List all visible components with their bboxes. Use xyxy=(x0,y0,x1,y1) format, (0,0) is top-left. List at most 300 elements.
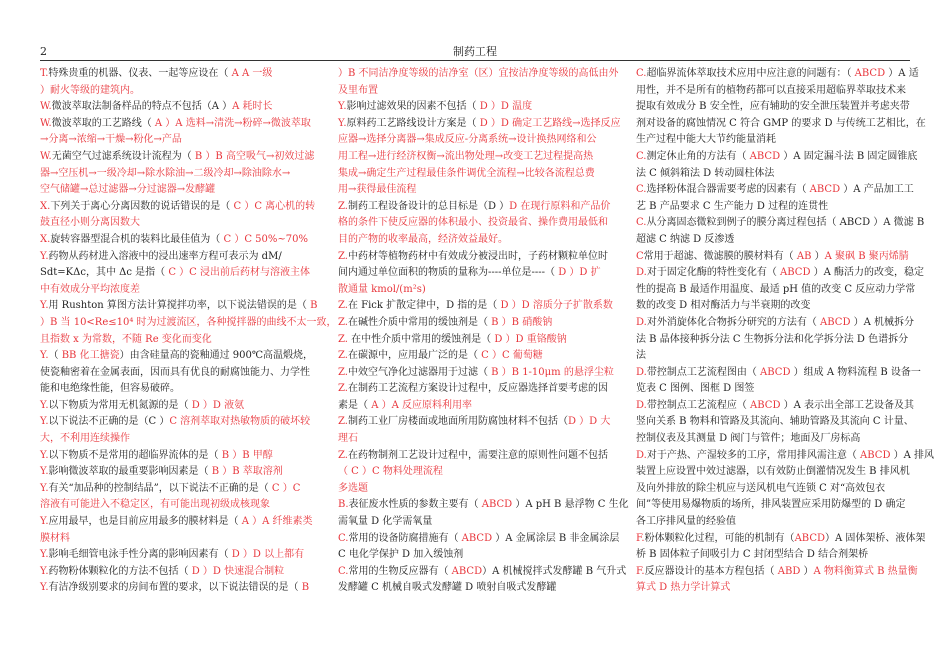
answer-text: Z. xyxy=(338,416,348,428)
question-text: 桥 B 固体粒子间吸引力 C 封闭型结合 D 结合剂架桥 xyxy=(636,549,869,561)
question-text: 以下说法不正确的是（C ） xyxy=(48,416,170,428)
answer-text: B ）B 高空吸气→初效过滤 xyxy=(194,150,315,162)
question-text: 表征废水性质的参数主要有（ xyxy=(348,499,482,511)
text-line xyxy=(40,215,320,232)
text-line xyxy=(338,265,618,282)
question-text: 生产过程中能大大节约能量消耗 xyxy=(636,134,776,146)
question-text: ）A 固体架桥、液体架 xyxy=(825,532,926,544)
page-number: 2 xyxy=(40,45,47,58)
text-line xyxy=(636,564,916,581)
answer-text: T. xyxy=(40,68,49,79)
answer-text: 空气储罐→总过滤器→分过滤器→发酵罐 xyxy=(40,184,216,196)
text-line xyxy=(636,99,916,116)
question-text: 性的提高 B 最适作用温度、最适 pH 值的改变 C 反应动力学常 xyxy=(636,283,916,295)
text-line xyxy=(40,365,320,382)
question-text: 选择粉体混合器需要考虑的因素有（ xyxy=(646,184,810,196)
answer-text: D ）D 快速混合制粒 xyxy=(191,565,285,577)
text-line xyxy=(636,315,916,332)
text-line xyxy=(40,66,320,83)
answer-text: Y. xyxy=(40,549,49,561)
question-text: 测定休止角的方法有（ xyxy=(646,150,750,162)
answer-text: Y. xyxy=(40,399,49,411)
answer-text: Z. xyxy=(338,449,348,461)
question-text: 在碳源中，应用最广泛的是（ xyxy=(347,350,482,362)
text-line xyxy=(338,199,618,216)
text-line xyxy=(40,464,320,481)
text-line xyxy=(338,431,618,448)
question-text: 有关“加品种的控制结晶”，以下说法不正确的是（ xyxy=(48,482,272,494)
answer-text: D. xyxy=(636,449,647,461)
answer-text: Y. xyxy=(338,117,347,129)
question-text: Sdt=KΔc，其中 Δc 是指（ xyxy=(40,267,169,279)
question-text: 剂对设备的腐蚀情况 C 符合 GMP 的要求 D 与传统工艺相比，在 xyxy=(636,117,926,129)
text-line xyxy=(338,99,618,116)
answer-text: A 物料衡算式 B 热量衡 xyxy=(813,565,918,577)
answer-text: Y. xyxy=(40,300,49,312)
answer-text: 用工程→进行经济权衡→流出物处理→改变工艺过程提高热 xyxy=(338,150,594,162)
answer-text: B xyxy=(301,582,310,594)
question-text: 带控制点工艺流程图由（ xyxy=(646,366,761,378)
answer-text: X. xyxy=(40,233,51,245)
question-text: 艺 B 产品要求 C 生产能力 D 过程的连贯性 xyxy=(636,200,829,212)
question-text: 制药工业厂房楼面或地面所用防腐蚀材料不包括（ xyxy=(347,416,568,428)
question-text: 控制仪表及其测量 D 阀门与管件；地面及厂房标高 xyxy=(636,433,861,445)
answer-text: C. xyxy=(636,150,647,162)
text-line xyxy=(636,215,925,232)
answer-text: D ）D 大 xyxy=(567,416,611,428)
text-line xyxy=(338,282,618,299)
text-line xyxy=(338,166,618,183)
text-line xyxy=(338,481,618,498)
answer-text: 鼓直径小则分离因数大 xyxy=(40,217,140,229)
text-line xyxy=(40,298,320,315)
text-line xyxy=(636,448,935,465)
text-line xyxy=(636,531,926,548)
answer-text: ABCD xyxy=(854,68,886,79)
text-line xyxy=(636,166,916,183)
question-text: 应用最早，也是目前应用最多的膜材料是（ xyxy=(48,516,242,528)
text-line xyxy=(40,116,320,133)
answer-text: ABCD xyxy=(481,499,513,511)
question-text: ）A pH B 悬浮物 C 生化 xyxy=(512,499,629,511)
question-text: 各工序排风量的经验值 xyxy=(636,516,736,528)
answer-text: ABCD xyxy=(860,449,891,461)
question-text: 以下物质不是常用的超临界流体的是（ xyxy=(48,449,222,461)
text-line xyxy=(636,580,916,597)
question-text: ）组成 A 物料流程 B 设备一 xyxy=(790,366,921,378)
text-line xyxy=(338,315,618,332)
answer-text: 散通量 kmol/(m²s) xyxy=(338,283,426,295)
question-text: 在中性介质中常用的缓蚀剂是（ xyxy=(347,333,495,345)
text-line xyxy=(636,265,925,282)
question-text: ）A 机械搅拌式发酵罐 B 气升式 xyxy=(482,565,627,577)
answer-text: ABCD xyxy=(820,316,851,328)
answer-text: W. xyxy=(40,117,52,129)
answer-text: C. xyxy=(338,565,349,577)
answer-text: Z. xyxy=(338,366,348,378)
answer-text: B ）B 1-10μm 的悬浮尘粒 xyxy=(491,366,614,378)
text-line xyxy=(636,116,926,133)
text-line xyxy=(338,232,618,249)
text-line xyxy=(636,282,916,299)
answer-text: D. xyxy=(636,399,647,411)
answer-text: 应器→选择分离器→集成反应-分离系统→设计换热网络和公 xyxy=(338,134,597,146)
text-line xyxy=(40,398,320,415)
question-text: 间”等使用易爆物质的场所，排风装置应采用防爆型的 D 确定 xyxy=(636,499,906,511)
answer-text: Y. xyxy=(338,101,347,113)
question-text: ）A 固定漏斗法 B 固定圆锥底 xyxy=(780,150,918,162)
answer-text: ）B 不同洁净度等级的洁净室（区）宜按洁净度等级的高低由外 xyxy=(338,68,619,79)
question-text: ） xyxy=(800,565,814,577)
answer-text: Y. xyxy=(40,466,49,478)
text-line xyxy=(338,464,618,481)
question-text: 间内通过单位面积的物质的量称为----单位是----（ xyxy=(338,267,559,279)
text-line xyxy=(338,564,627,581)
answer-text: Y. xyxy=(40,482,49,494)
text-line xyxy=(636,348,916,365)
answer-text: X. xyxy=(40,200,51,212)
text-line xyxy=(40,149,320,166)
question-text: 常用于超滤、微滤膜的膜材料有（ xyxy=(643,250,797,262)
text-line xyxy=(40,547,320,564)
text-line xyxy=(338,116,621,133)
question-text: ） xyxy=(811,250,825,262)
text-line xyxy=(636,182,916,199)
question-text: 粉体颗粒化过程，可能的机制有（ xyxy=(644,532,795,544)
answer-text: C ）C 葡萄糖 xyxy=(481,350,543,362)
text-line xyxy=(40,514,320,531)
text-line xyxy=(636,132,916,149)
answer-text: B ）B 萃取溶剂 xyxy=(211,466,283,478)
answer-text: C. xyxy=(636,68,647,79)
text-column-middle xyxy=(338,66,629,597)
answer-text: 且指数 x 为常数，不随 Re 变化而变化 xyxy=(40,333,212,345)
answer-text: ）耐火等级的建筑内。 xyxy=(40,84,140,96)
text-line xyxy=(40,182,320,199)
answer-text: A ）A 反应原料利用率 xyxy=(371,399,472,411)
text-line xyxy=(636,199,916,216)
text-line xyxy=(40,315,337,332)
text-line xyxy=(338,497,629,514)
answer-text: F. xyxy=(636,565,645,577)
question-text: 带控制点工艺流程应（ xyxy=(646,399,751,411)
answer-text: Z. xyxy=(338,383,348,395)
text-line xyxy=(636,298,916,315)
question-text: 法 xyxy=(636,350,646,362)
answer-text: ABCD xyxy=(760,366,791,378)
question-text: 微波萃取法制备样品的特点不包括（A ） xyxy=(51,101,233,113)
text-line xyxy=(40,99,320,116)
answer-text: D ）D 扩 xyxy=(558,267,601,279)
text-line xyxy=(636,414,916,431)
answer-text: ABCD xyxy=(750,399,781,411)
question-text: （ xyxy=(48,350,62,362)
answer-text: C 溶剂萃取对热敏物质的破坏较 xyxy=(169,416,311,428)
text-line xyxy=(40,199,320,216)
answer-text: Y. xyxy=(40,250,49,262)
answer-text: →分离→浓缩→干燥→粉化→产品 xyxy=(40,134,182,146)
answer-text: D ）D 温度 xyxy=(479,101,533,113)
question-text: 常用的设备防腐措施有（ xyxy=(348,532,462,544)
answer-text: B ）B 甲醇 xyxy=(221,449,273,461)
text-line xyxy=(636,398,916,415)
answer-text: C. xyxy=(636,217,647,229)
answer-text: Y. xyxy=(40,350,49,362)
text-line xyxy=(338,365,618,382)
answer-text: Y. xyxy=(40,449,49,461)
answer-text: 目的产物的收率最高，经济效益最好。 xyxy=(338,233,508,245)
question-text: 能和电绝缘性能，但容易破碎。 xyxy=(40,383,180,395)
answer-text: D. xyxy=(636,267,647,279)
question-text: 在制药工艺流程方案设计过程中，反应器选择首要考虑的因 xyxy=(347,383,608,395)
text-line xyxy=(338,414,618,431)
answer-text: Z. xyxy=(338,316,348,328)
text-line xyxy=(338,514,618,531)
question-text: 对于固定化酶的特性变化有（ xyxy=(646,267,781,279)
answer-text: C. xyxy=(338,532,349,544)
answer-text: B ）B 硝酸钠 xyxy=(491,316,553,328)
question-text: 用 Rushton 算图方法计算搅拌功率，以下说法错误的是（ xyxy=(48,300,311,312)
question-text: 竖向关系 B 物料和管路及其流向、辅助管路及其流向 C 计量、 xyxy=(636,416,914,428)
answer-text: D. xyxy=(636,316,647,328)
question-text: 下列关于离心分离因数的说话错误的是（ xyxy=(50,200,234,212)
answer-text: 中有效成分平均浓度差 xyxy=(40,283,140,295)
answer-text: ABCD xyxy=(809,184,841,196)
text-line xyxy=(40,249,320,266)
text-line xyxy=(636,464,916,481)
text-column-right xyxy=(636,66,935,597)
question-text: 法 C 倾斜箱法 D 转动圆柱体法 xyxy=(636,167,775,179)
question-text: ）A 产品加工工 xyxy=(840,184,914,196)
answer-text: 集成→确定生产过程最佳条件调优全流程→比较各流程总费 xyxy=(338,167,595,179)
answer-text: C xyxy=(636,250,644,262)
answer-text: B xyxy=(310,300,318,312)
text-line xyxy=(40,564,320,581)
answer-text: C. xyxy=(636,184,647,196)
text-line xyxy=(636,381,916,398)
answer-text: Y. xyxy=(40,582,49,594)
answer-text: D ）D 以上都有 xyxy=(231,549,305,561)
question-text: 反应器设计的基本方程包括（ xyxy=(644,565,778,577)
answer-text: D 在现行原料和产品价 xyxy=(509,200,611,212)
text-line xyxy=(338,332,618,349)
answer-text: 溶液有可能进入不稳定区，有可能出现初级成核现象 xyxy=(40,499,270,511)
question-text: ）A 金属涂层 B 非金属涂层 xyxy=(492,532,620,544)
answer-text: C ）C 离心机的转 xyxy=(233,200,316,212)
answer-text: Z. xyxy=(338,350,348,362)
answer-text: 膜材料 xyxy=(40,532,70,544)
text-line xyxy=(40,448,320,465)
answer-text: ABCD xyxy=(780,267,811,279)
text-line xyxy=(636,66,919,83)
question-text: 览表 C 图例、图框 D 图签 xyxy=(636,383,755,395)
answer-text: D ）D 液氨 xyxy=(191,399,245,411)
answer-text: B. xyxy=(338,499,349,511)
answer-text: 格的条件下使反应器的体积最小、投资最省、操作费用最低和 xyxy=(338,217,608,229)
answer-text: Y. xyxy=(40,565,49,577)
answer-text: （ C ）C 物料处理流程 xyxy=(338,466,443,478)
text-line xyxy=(40,166,320,183)
answer-text: A ）A 纤维素类 xyxy=(241,516,313,528)
answer-text: F. xyxy=(636,532,645,544)
answer-text: D. xyxy=(636,366,647,378)
question-text: 药物粉体颗粒化的方法不包括（ xyxy=(48,565,192,577)
text-line xyxy=(636,431,916,448)
question-text: 在 Fick 扩散定律中，D 指的是（ xyxy=(347,300,501,312)
text-line xyxy=(40,265,320,282)
text-line xyxy=(338,132,618,149)
text-line xyxy=(338,182,618,199)
answer-text: ABD xyxy=(777,565,801,577)
question-text: 发酵罐 C 机械自吸式发酵罐 D 喷射自吸式发酵罐 xyxy=(338,582,557,594)
question-text: 影响毛细管电泳手性分离的影响因素有（ xyxy=(48,549,232,561)
text-line xyxy=(338,249,618,266)
answer-text: C ）C xyxy=(271,482,301,494)
answer-text: ）B 当 10<Re≤10⁴ 时为过渡流区，各种搅拌器的曲线不太一致， xyxy=(40,316,337,328)
text-line xyxy=(338,398,618,415)
answer-text: ABCD xyxy=(451,565,483,577)
text-line xyxy=(338,547,618,564)
answer-text: A A 一级 xyxy=(231,68,273,79)
question-text: 超临界流体萃取技术应用中应注意的问题有：（ xyxy=(646,68,855,79)
question-text: 及向外排放的除尘机应与送风机电气连锁 C 对“高效包衣 xyxy=(636,482,886,494)
question-text: 在药物制剂工艺设计过程中，需要注意的原则性问题不包括 xyxy=(347,449,608,461)
text-line xyxy=(636,83,916,100)
answer-text: 理石 xyxy=(338,433,358,445)
text-line xyxy=(40,332,320,349)
answer-text: D ）D 溶质分子扩散系数 xyxy=(500,300,613,312)
text-line xyxy=(338,381,618,398)
text-line xyxy=(40,83,320,100)
text-line xyxy=(40,381,320,398)
text-line xyxy=(40,431,320,448)
answer-text: C ）C 浸出前后药材与溶液主体 xyxy=(168,267,310,279)
answer-text: ABCD xyxy=(794,532,825,544)
question-text: 常用的生物反应器有（ xyxy=(348,565,452,577)
answer-text: 用→获得最佳流程 xyxy=(338,184,417,196)
question-text: 需氧量 D 化学需氧量 xyxy=(338,516,433,528)
text-line xyxy=(636,332,916,349)
text-line xyxy=(40,414,320,431)
text-line xyxy=(40,232,320,249)
question-text: ）A 表示出全部工艺设备及其 xyxy=(780,399,915,411)
question-text: 影响微波萃取的最重要影响因素是（ xyxy=(48,466,212,478)
answer-text: 多选题 xyxy=(338,482,368,494)
question-text: 中效空气净化过滤器用于过滤（ xyxy=(347,366,492,378)
question-text: 素是（ xyxy=(338,399,372,411)
question-text: C 电化学保护 D 加入缓蚀剂 xyxy=(338,549,464,561)
answer-text: 及里布置 xyxy=(338,84,378,96)
answer-text: D ）D 重铬酸钠 xyxy=(494,333,567,345)
answer-text: D ）D 确定工艺路线→选择反应 xyxy=(479,117,621,129)
question-text: 以下物质为常用无机氮源的是（ xyxy=(48,399,192,411)
text-line xyxy=(338,215,618,232)
text-line xyxy=(636,514,916,531)
text-line xyxy=(338,531,618,548)
question-text: 制药工程设备设计的总目标是（D ） xyxy=(347,200,510,212)
question-text: 提取有效成分 B 安全性，应有辅助的安全泄压装置并考虑夹带 xyxy=(636,101,910,113)
answer-text: 器→空压机→一级冷却→除水除油→二级冷却→除油除水→ xyxy=(40,167,291,179)
question-text: 特殊贵重的机器、仪表、一起等应设在（ xyxy=(48,68,232,79)
answer-text: ABCD xyxy=(749,150,781,162)
text-column-left xyxy=(40,66,337,597)
text-line xyxy=(636,249,916,266)
question-text: ）A 排风 xyxy=(890,449,935,461)
question-text: 用性，并不是所有的植物药都可以直接采用超临界萃取技术来 xyxy=(636,84,906,96)
answer-text: A 聚砜 B 聚丙烯腈 xyxy=(824,250,909,262)
text-line xyxy=(338,149,618,166)
answer-text: Z. xyxy=(338,300,348,312)
answer-text: 算式 D 热力学计算式 xyxy=(636,582,731,594)
text-line xyxy=(338,83,618,100)
text-line xyxy=(636,149,916,166)
text-line xyxy=(338,298,618,315)
answer-text: A ）A 选料→清洗→粉碎→微波萃取 xyxy=(154,117,311,129)
question-text: 数的改变 D 相对酶活力与半衰期的改变 xyxy=(636,300,811,312)
question-text: 从分离固态微粒到例子的膜分离过程包括（ ABCD ）A 微滤 B xyxy=(646,217,925,229)
answer-text: 大，不利用连续操作 xyxy=(40,433,130,445)
answer-text: W. xyxy=(40,101,52,113)
text-line xyxy=(40,497,320,514)
answer-text: W. xyxy=(40,150,52,162)
question-text: ）A 酶活力的改变，稳定 xyxy=(810,267,925,279)
answer-text: Z. xyxy=(338,333,348,345)
question-text: 无菌空气过滤系统设计流程为（ xyxy=(51,150,195,162)
question-text: 有洁净级别要求的房间布置的要求，以下说法错误的是（ xyxy=(48,582,302,594)
document-title: 制药工程 xyxy=(453,45,497,58)
text-line xyxy=(636,497,916,514)
text-line xyxy=(40,481,320,498)
question-text: ）由含硅量高的瓷釉通过 900℃高温煅烧， xyxy=(119,350,314,362)
text-line xyxy=(636,481,916,498)
question-text: 对于产热、产湿较多的工序，常用排风需注意（ xyxy=(646,449,861,461)
question-text: 中药材等植物药材中有效成分被浸出时，子药材颗粒单位时 xyxy=(347,250,608,262)
answer-text: BB 化工搪瓷 xyxy=(61,350,120,362)
text-line xyxy=(338,580,618,597)
text-line xyxy=(40,531,320,548)
answer-text: Y. xyxy=(40,516,49,528)
question-text: 超滤 C 纳滤 D 反渗透 xyxy=(636,233,735,245)
text-line xyxy=(338,66,618,83)
text-line xyxy=(338,348,618,365)
text-line xyxy=(40,132,320,149)
answer-text: AB xyxy=(796,250,812,262)
question-text: 药物从药材进入溶液中的浸出速率方程可表示为 dM/ xyxy=(48,250,282,262)
question-text: 影响过滤效果的因素不包括（ xyxy=(346,101,480,113)
question-text: 法 B 晶体接种拆分法 C 生物拆分法和化学拆分法 D 色谱拆分 xyxy=(636,333,909,345)
text-line xyxy=(636,365,921,382)
question-text: 微波萃取的工艺路线（ xyxy=(51,117,155,129)
question-text: 对外消旋体化合物拆分研究的方法有（ xyxy=(646,316,821,328)
question-text: ）A 适 xyxy=(885,68,919,79)
answer-text: Y. xyxy=(40,416,49,428)
question-text: 旋转容器型混合机的装料比最佳值为（ xyxy=(50,233,224,245)
answer-text: Z. xyxy=(338,250,348,262)
text-line xyxy=(338,448,618,465)
question-text: 使瓷釉密着在金属表面，因而具有优良的耐腐蚀能力、力学性 xyxy=(40,366,310,378)
answer-text: A 耗时长 xyxy=(232,101,273,113)
question-text: 原料药工艺路线设计方案是（ xyxy=(346,117,480,129)
answer-text: ABCD xyxy=(461,532,493,544)
text-line xyxy=(40,348,320,365)
question-text: 在碱性介质中常用的缓蚀剂是（ xyxy=(347,316,492,328)
answer-text: C ）C 50%~70% xyxy=(223,233,308,245)
text-line xyxy=(636,547,916,564)
text-line xyxy=(40,580,320,597)
text-line xyxy=(40,282,320,299)
page-header xyxy=(40,44,910,61)
text-line xyxy=(636,232,916,249)
